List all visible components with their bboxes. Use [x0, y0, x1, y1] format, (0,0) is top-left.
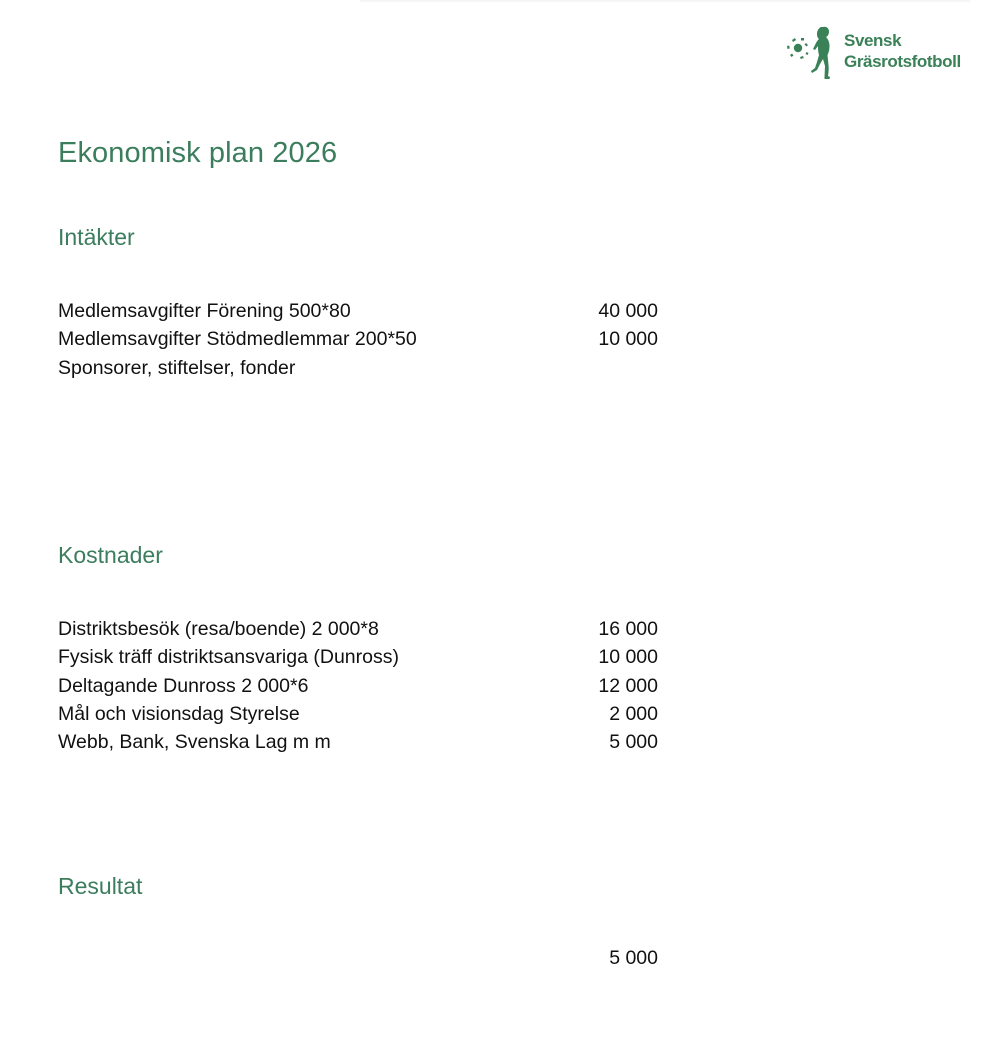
cost-row-label: Fysisk träff distriktsansvariga (Dunross)	[58, 646, 399, 669]
soccer-kid-icon	[785, 24, 837, 80]
cost-row-amount: 16 000	[598, 618, 658, 640]
cost-row	[58, 728, 678, 756]
cost-row	[58, 700, 678, 728]
logo-wordmark	[844, 30, 961, 72]
cost-row-amount: 10 000	[598, 646, 658, 669]
income-row-label: Medlemsavgifter Förening 500*80	[58, 300, 351, 322]
costs-list	[58, 615, 678, 756]
page-title: Ekonomisk plan 2026	[58, 137, 338, 169]
cost-row	[58, 615, 678, 643]
logo-line-2: Gräsrotsfotboll	[844, 52, 961, 71]
logo	[785, 24, 985, 82]
income-heading: Intäkter	[58, 224, 135, 250]
costs-heading: Kostnader	[58, 542, 163, 568]
result-heading: Resultat	[58, 873, 143, 899]
income-row	[58, 297, 678, 325]
logo-line-1: Svensk	[844, 31, 902, 50]
top-edge-shadow	[360, 0, 970, 3]
cost-row	[58, 643, 678, 671]
cost-row-amount: 5 000	[609, 731, 658, 754]
income-row	[58, 354, 678, 382]
cost-row	[58, 672, 678, 700]
income-list	[58, 297, 678, 382]
income-row-label: Medlemsavgifter Stödmedlemmar 200*50	[58, 328, 417, 351]
cost-row-label: Deltagande Dunross 2 000*6	[58, 674, 309, 697]
cost-row-label: Webb, Bank, Svenska Lag m m	[58, 731, 331, 754]
cost-row-label: Mål och visionsdag Styrelse	[58, 702, 300, 725]
income-row-amount: 40 000	[598, 300, 658, 322]
cost-row-amount: 12 000	[598, 674, 658, 697]
income-row	[58, 325, 678, 353]
result-amount: 5 000	[609, 947, 658, 969]
income-row-amount: 10 000	[598, 328, 658, 351]
cost-row-amount: 2 000	[609, 702, 658, 725]
income-row-label: Sponsorer, stiftelser, fonder	[58, 356, 296, 379]
cost-row-label: Distriktsbesök (resa/boende) 2 000*8	[58, 618, 379, 640]
